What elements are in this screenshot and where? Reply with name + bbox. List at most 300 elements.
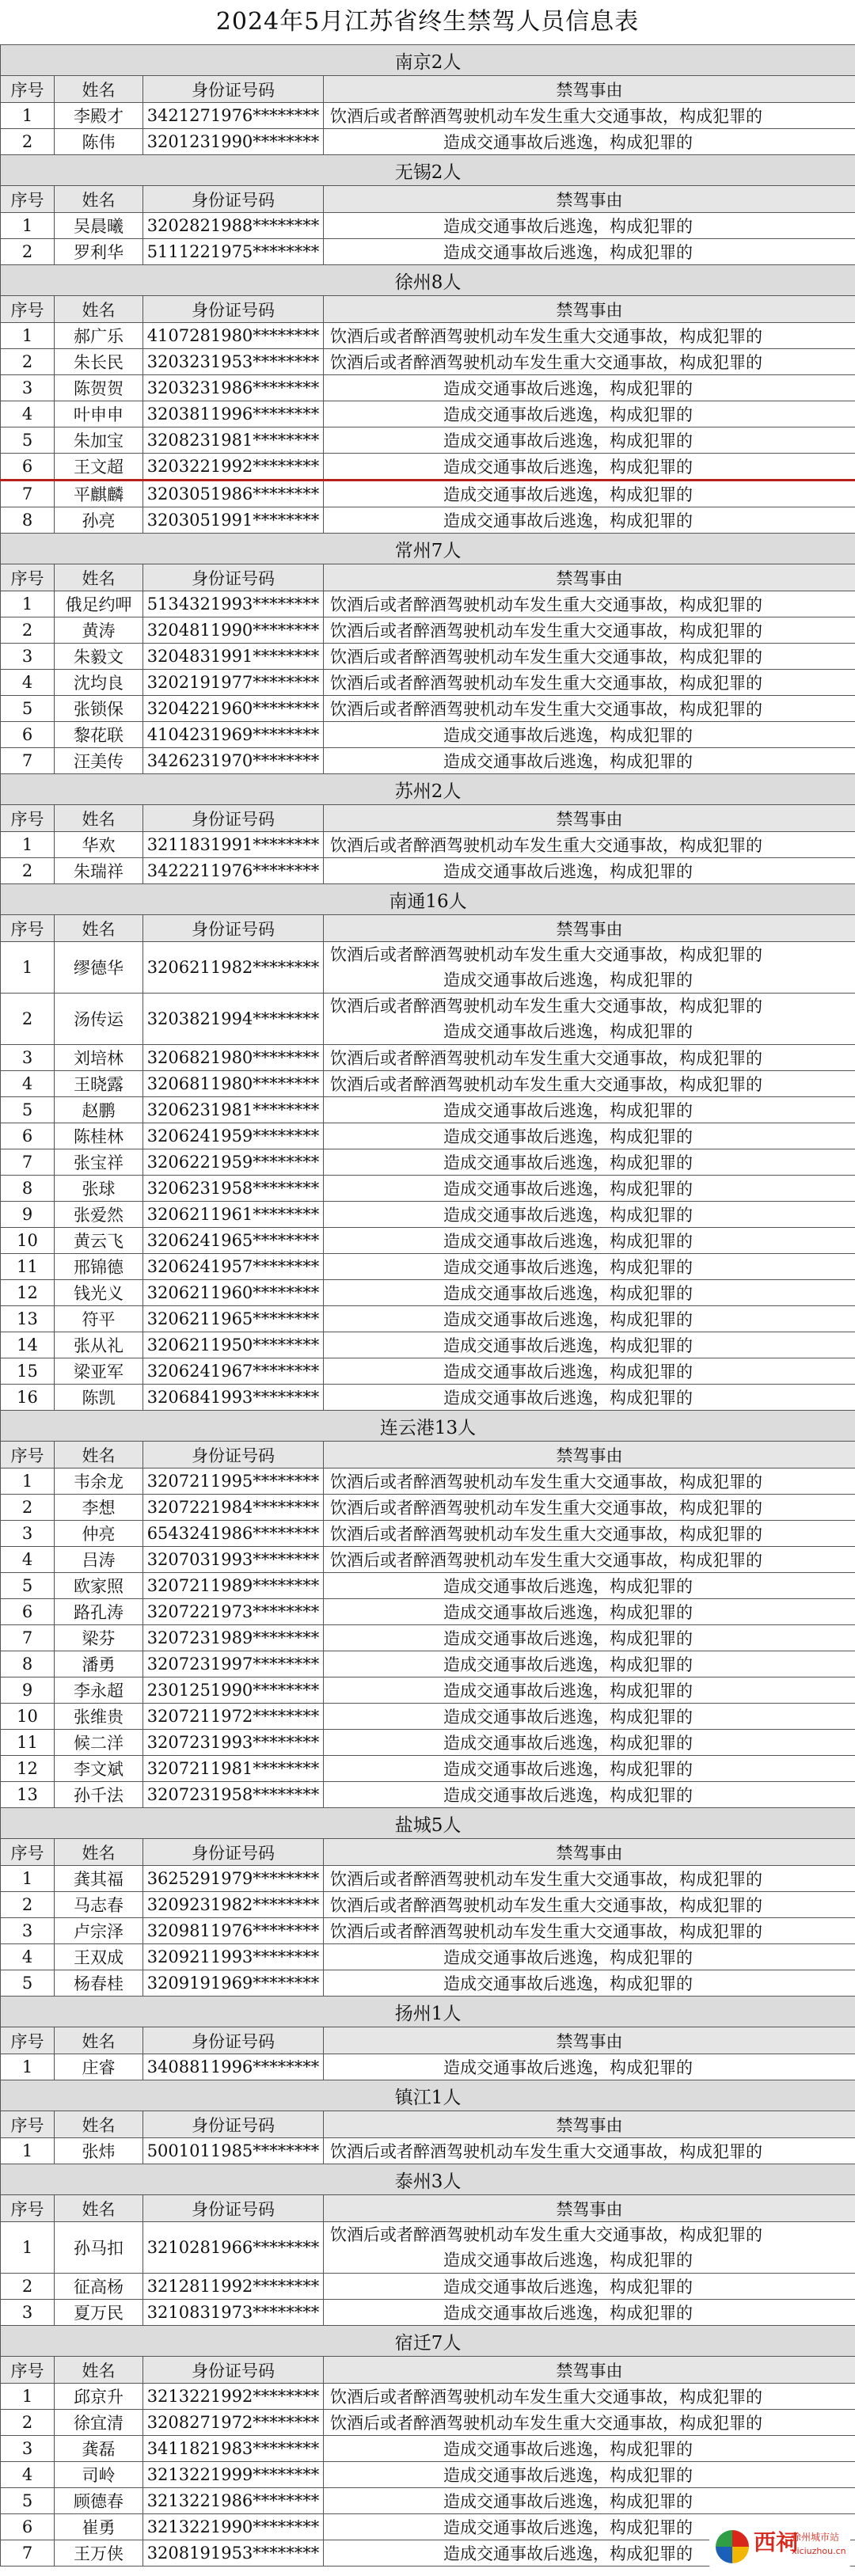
ban-reason: 造成交通事故后逃逸，构成犯罪的 bbox=[324, 481, 855, 507]
row-number: 8 bbox=[1, 1651, 55, 1677]
table-row bbox=[1, 1332, 855, 1358]
person-name: 王万侠 bbox=[55, 2540, 143, 2567]
row-number: 10 bbox=[1, 1704, 55, 1730]
header-name: 姓名 bbox=[55, 1839, 143, 1866]
table-row bbox=[1, 2488, 855, 2514]
table-row bbox=[1, 1071, 855, 1097]
city-header-row bbox=[1, 2164, 855, 2195]
person-name: 梁亚军 bbox=[55, 1358, 143, 1385]
header-no: 序号 bbox=[1, 1839, 55, 1866]
ban-reason: 饮酒后或者醉酒驾驶机动车发生重大交通事故，构成犯罪的 bbox=[324, 2384, 855, 2410]
person-name: 征高杨 bbox=[55, 2274, 143, 2300]
table-row bbox=[1, 644, 855, 670]
row-number: 2 bbox=[1, 2274, 55, 2300]
header-reason: 禁驾事由 bbox=[324, 2027, 855, 2054]
table-row bbox=[1, 2410, 855, 2436]
row-number: 2 bbox=[1, 129, 55, 155]
row-number: 4 bbox=[1, 670, 55, 696]
table-row bbox=[1, 1176, 855, 1202]
table-row bbox=[1, 1730, 855, 1756]
header-no: 序号 bbox=[1, 296, 55, 323]
header-no: 序号 bbox=[1, 915, 55, 942]
ban-reason: 造成交通事故后逃逸，构成犯罪的 bbox=[324, 2436, 855, 2462]
id-number: 3203051986******** bbox=[143, 481, 324, 507]
id-number: 3209811976******** bbox=[143, 1918, 324, 1944]
id-number: 5134321993******** bbox=[143, 591, 324, 617]
row-number: 2 bbox=[1, 1892, 55, 1918]
ban-reason: 造成交通事故后逃逸，构成犯罪的 bbox=[324, 2054, 855, 2080]
id-number: 3201231990******** bbox=[143, 129, 324, 155]
person-name: 吕涛 bbox=[55, 1547, 143, 1573]
ban-reason: 造成交通事故后逃逸，构成犯罪的 bbox=[324, 1228, 855, 1254]
ban-reason: 饮酒后或者醉酒驾驶机动车发生重大交通事故，构成犯罪的 bbox=[324, 617, 855, 644]
row-number: 6 bbox=[1, 454, 55, 481]
city-header-row bbox=[1, 2326, 855, 2357]
header-name: 姓名 bbox=[55, 2027, 143, 2054]
id-number: 3213221992******** bbox=[143, 2384, 324, 2410]
table-row bbox=[1, 103, 855, 129]
person-name: 罗利华 bbox=[55, 239, 143, 265]
city-header-row bbox=[1, 884, 855, 915]
row-number: 7 bbox=[1, 1149, 55, 1176]
ban-reason bbox=[324, 2222, 855, 2274]
person-name: 邱京升 bbox=[55, 2384, 143, 2410]
person-name: 俄足约呷 bbox=[55, 591, 143, 617]
table-row bbox=[1, 1280, 855, 1306]
ban-reason: 造成交通事故后逃逸，构成犯罪的 bbox=[324, 1756, 855, 1782]
table-row bbox=[1, 1306, 855, 1332]
row-number: 4 bbox=[1, 401, 55, 427]
table-row bbox=[1, 401, 855, 427]
ban-reason: 造成交通事故后逃逸，构成犯罪的 bbox=[324, 1970, 855, 1997]
header-reason: 禁驾事由 bbox=[324, 296, 855, 323]
id-number: 3203231986******** bbox=[143, 375, 324, 401]
row-number: 11 bbox=[1, 1254, 55, 1280]
person-name: 崔勇 bbox=[55, 2514, 143, 2540]
person-name: 平麒麟 bbox=[55, 481, 143, 507]
row-number: 16 bbox=[1, 1385, 55, 1411]
id-number: 3422211976******** bbox=[143, 858, 324, 884]
city-header-row bbox=[1, 534, 855, 564]
id-number: 3207211995******** bbox=[143, 1468, 324, 1495]
ban-reason: 饮酒后或者醉酒驾驶机动车发生重大交通事故，构成犯罪的 bbox=[324, 1495, 855, 1521]
header-reason: 禁驾事由 bbox=[324, 2111, 855, 2138]
person-name: 卢宗泽 bbox=[55, 1918, 143, 1944]
ban-reason: 造成交通事故后逃逸，构成犯罪的 bbox=[324, 1599, 855, 1625]
ban-reason: 造成交通事故后逃逸，构成犯罪的 bbox=[324, 2514, 855, 2540]
table-row bbox=[1, 454, 855, 481]
table-row bbox=[1, 1097, 855, 1123]
person-name: 汤传运 bbox=[55, 994, 143, 1045]
ban-reason: 造成交通事故后逃逸，构成犯罪的 bbox=[324, 858, 855, 884]
id-number: 4107281980******** bbox=[143, 323, 324, 349]
id-number: 3206241959******** bbox=[143, 1123, 324, 1149]
table-row bbox=[1, 1651, 855, 1677]
row-number: 3 bbox=[1, 2436, 55, 2462]
row-number: 5 bbox=[1, 1573, 55, 1599]
person-name: 沈均良 bbox=[55, 670, 143, 696]
person-name: 王双成 bbox=[55, 1944, 143, 1970]
person-name: 龚其福 bbox=[55, 1866, 143, 1892]
table-row bbox=[1, 1970, 855, 1997]
row-number: 4 bbox=[1, 1547, 55, 1573]
table-row bbox=[1, 1756, 855, 1782]
person-name: 李永超 bbox=[55, 1677, 143, 1704]
ban-reason: 造成交通事故后逃逸，构成犯罪的 bbox=[324, 1176, 855, 1202]
ban-reason: 造成交通事故后逃逸，构成犯罪的 bbox=[324, 2274, 855, 2300]
person-name: 李文斌 bbox=[55, 1756, 143, 1782]
table-row bbox=[1, 213, 855, 239]
table-row bbox=[1, 2300, 855, 2326]
header-reason: 禁驾事由 bbox=[324, 186, 855, 213]
column-header-row bbox=[1, 1839, 855, 1866]
table-row bbox=[1, 1866, 855, 1892]
header-id: 身份证号码 bbox=[143, 1442, 324, 1468]
city-title: 盐城5人 bbox=[1, 1808, 855, 1839]
person-name: 黄云飞 bbox=[55, 1228, 143, 1254]
id-number: 3206211950******** bbox=[143, 1332, 324, 1358]
person-name: 朱加宝 bbox=[55, 427, 143, 454]
id-number: 3207231993******** bbox=[143, 1730, 324, 1756]
row-number: 7 bbox=[1, 1625, 55, 1651]
id-number: 3421271976******** bbox=[143, 103, 324, 129]
table-row bbox=[1, 323, 855, 349]
person-name: 司岭 bbox=[55, 2462, 143, 2488]
ban-reason: 饮酒后或者醉酒驾驶机动车发生重大交通事故，构成犯罪的 bbox=[324, 670, 855, 696]
id-number: 3211831991******** bbox=[143, 832, 324, 858]
header-id: 身份证号码 bbox=[143, 2357, 324, 2384]
person-name: 王晓露 bbox=[55, 1071, 143, 1097]
person-name: 王文超 bbox=[55, 454, 143, 481]
row-number: 1 bbox=[1, 832, 55, 858]
ban-reason: 造成交通事故后逃逸，构成犯罪的 bbox=[324, 722, 855, 748]
table-row bbox=[1, 942, 855, 994]
id-number: 3207211989******** bbox=[143, 1573, 324, 1599]
ban-reason-line: 饮酒后或者醉酒驾驶机动车发生重大交通事故，构成犯罪的 bbox=[330, 997, 762, 1016]
city-header-row bbox=[1, 2080, 855, 2111]
ban-reason: 造成交通事故后逃逸，构成犯罪的 bbox=[324, 1280, 855, 1306]
ban-reason: 饮酒后或者醉酒驾驶机动车发生重大交通事故，构成犯罪的 bbox=[324, 1468, 855, 1495]
ban-reason: 造成交通事故后逃逸，构成犯罪的 bbox=[324, 454, 855, 481]
id-number: 3203821994******** bbox=[143, 994, 324, 1045]
header-reason: 禁驾事由 bbox=[324, 2357, 855, 2384]
header-id: 身份证号码 bbox=[143, 186, 324, 213]
id-number: 6543241986******** bbox=[143, 1521, 324, 1547]
ban-reason: 饮酒后或者醉酒驾驶机动车发生重大交通事故，构成犯罪的 bbox=[324, 591, 855, 617]
city-header-row bbox=[1, 45, 855, 76]
ban-reason: 饮酒后或者醉酒驾驶机动车发生重大交通事故，构成犯罪的 bbox=[324, 349, 855, 375]
table-row bbox=[1, 1254, 855, 1280]
table-row bbox=[1, 670, 855, 696]
ban-reason: 饮酒后或者醉酒驾驶机动车发生重大交通事故，构成犯罪的 bbox=[324, 1071, 855, 1097]
person-name: 陈贺贺 bbox=[55, 375, 143, 401]
id-number: 3213221986******** bbox=[143, 2488, 324, 2514]
ban-reason bbox=[324, 942, 855, 994]
header-name: 姓名 bbox=[55, 296, 143, 323]
ban-reason: 造成交通事故后逃逸，构成犯罪的 bbox=[324, 1149, 855, 1176]
city-title: 扬州1人 bbox=[1, 1997, 855, 2027]
header-reason: 禁驾事由 bbox=[324, 2195, 855, 2222]
ban-reason: 造成交通事故后逃逸，构成犯罪的 bbox=[324, 507, 855, 534]
table-row bbox=[1, 1782, 855, 1808]
person-name: 夏万民 bbox=[55, 2300, 143, 2326]
column-header-row bbox=[1, 186, 855, 213]
id-number: 3206241957******** bbox=[143, 1254, 324, 1280]
row-number: 4 bbox=[1, 1071, 55, 1097]
person-name: 黄涛 bbox=[55, 617, 143, 644]
person-name: 朱瑞祥 bbox=[55, 858, 143, 884]
header-reason: 禁驾事由 bbox=[324, 76, 855, 103]
row-number: 6 bbox=[1, 1123, 55, 1149]
id-number: 3210281966******** bbox=[143, 2222, 324, 2274]
person-name: 张爱然 bbox=[55, 1202, 143, 1228]
row-number: 2 bbox=[1, 2410, 55, 2436]
table-row bbox=[1, 507, 855, 534]
row-number: 7 bbox=[1, 748, 55, 774]
table-row bbox=[1, 1599, 855, 1625]
city-title: 苏州2人 bbox=[1, 774, 855, 805]
header-id: 身份证号码 bbox=[143, 564, 324, 591]
row-number: 1 bbox=[1, 2138, 55, 2164]
table-row bbox=[1, 1468, 855, 1495]
id-number: 3426231970******** bbox=[143, 748, 324, 774]
id-number: 3207231958******** bbox=[143, 1782, 324, 1808]
header-id: 身份证号码 bbox=[143, 76, 324, 103]
row-number: 1 bbox=[1, 591, 55, 617]
ban-reason: 造成交通事故后逃逸，构成犯罪的 bbox=[324, 1944, 855, 1970]
header-no: 序号 bbox=[1, 186, 55, 213]
table-row bbox=[1, 1918, 855, 1944]
row-number: 7 bbox=[1, 2540, 55, 2567]
header-no: 序号 bbox=[1, 2027, 55, 2054]
id-number: 3207231989******** bbox=[143, 1625, 324, 1651]
header-reason: 禁驾事由 bbox=[324, 564, 855, 591]
column-header-row bbox=[1, 915, 855, 942]
row-number: 1 bbox=[1, 103, 55, 129]
table-row bbox=[1, 375, 855, 401]
row-number: 8 bbox=[1, 507, 55, 534]
row-number: 13 bbox=[1, 1306, 55, 1332]
row-number: 9 bbox=[1, 1202, 55, 1228]
table-row bbox=[1, 1149, 855, 1176]
person-name: 朱长民 bbox=[55, 349, 143, 375]
ban-reason: 造成交通事故后逃逸，构成犯罪的 bbox=[324, 239, 855, 265]
person-name: 刘培林 bbox=[55, 1045, 143, 1071]
row-number: 1 bbox=[1, 942, 55, 994]
header-reason: 禁驾事由 bbox=[324, 805, 855, 832]
row-number: 1 bbox=[1, 2384, 55, 2410]
header-id: 身份证号码 bbox=[143, 1839, 324, 1866]
header-name: 姓名 bbox=[55, 186, 143, 213]
column-header-row bbox=[1, 2357, 855, 2384]
table-row bbox=[1, 748, 855, 774]
ban-reason-line: 造成交通事故后逃逸，构成犯罪的 bbox=[443, 1022, 693, 1041]
id-number: 3408811996******** bbox=[143, 2054, 324, 2080]
person-name: 钱光义 bbox=[55, 1280, 143, 1306]
id-number: 3204831991******** bbox=[143, 644, 324, 670]
ban-reason bbox=[324, 994, 855, 1045]
pinwheel-icon bbox=[714, 2529, 750, 2565]
table-row bbox=[1, 832, 855, 858]
person-name: 汪美传 bbox=[55, 748, 143, 774]
ban-reason-line: 造成交通事故后逃逸，构成犯罪的 bbox=[443, 2251, 693, 2270]
ban-reason-line: 饮酒后或者醉酒驾驶机动车发生重大交通事故，构成犯罪的 bbox=[330, 2225, 762, 2244]
document-title: 2024年5月江苏省终生禁驾人员信息表 bbox=[215, 8, 640, 36]
header-id: 身份证号码 bbox=[143, 2111, 324, 2138]
table-row bbox=[1, 1625, 855, 1651]
person-name: 徐宜清 bbox=[55, 2410, 143, 2436]
id-number: 3208191953******** bbox=[143, 2540, 324, 2567]
id-number: 3208231981******** bbox=[143, 427, 324, 454]
id-number: 3206821980******** bbox=[143, 1045, 324, 1071]
header-no: 序号 bbox=[1, 76, 55, 103]
table-row bbox=[1, 349, 855, 375]
header-name: 姓名 bbox=[55, 2111, 143, 2138]
header-id: 身份证号码 bbox=[143, 805, 324, 832]
person-name: 张球 bbox=[55, 1176, 143, 1202]
row-number: 5 bbox=[1, 2488, 55, 2514]
person-name: 候二洋 bbox=[55, 1730, 143, 1756]
table-row bbox=[1, 2274, 855, 2300]
ban-reason: 造成交通事故后逃逸，构成犯罪的 bbox=[324, 1254, 855, 1280]
id-number: 3206221959******** bbox=[143, 1149, 324, 1176]
id-number: 3209191969******** bbox=[143, 1970, 324, 1997]
watermark-logo bbox=[709, 2524, 850, 2568]
id-number: 3203231953******** bbox=[143, 349, 324, 375]
ban-reason: 饮酒后或者醉酒驾驶机动车发生重大交通事故，构成犯罪的 bbox=[324, 1045, 855, 1071]
header-no: 序号 bbox=[1, 2357, 55, 2384]
header-name: 姓名 bbox=[55, 564, 143, 591]
id-number: 4104231969******** bbox=[143, 722, 324, 748]
table-row bbox=[1, 1202, 855, 1228]
id-number: 3206231958******** bbox=[143, 1176, 324, 1202]
city-title: 连云港13人 bbox=[1, 1411, 855, 1442]
row-number: 1 bbox=[1, 2222, 55, 2274]
city-title: 徐州8人 bbox=[1, 265, 855, 296]
id-number: 3625291979******** bbox=[143, 1866, 324, 1892]
table-row bbox=[1, 1573, 855, 1599]
ban-reason: 造成交通事故后逃逸，构成犯罪的 bbox=[324, 401, 855, 427]
table-row bbox=[1, 129, 855, 155]
id-number: 3206211960******** bbox=[143, 1280, 324, 1306]
table-row bbox=[1, 1677, 855, 1704]
header-no: 序号 bbox=[1, 2111, 55, 2138]
person-name: 张宝祥 bbox=[55, 1149, 143, 1176]
row-number: 13 bbox=[1, 1782, 55, 1808]
row-number: 2 bbox=[1, 239, 55, 265]
table-row bbox=[1, 239, 855, 265]
header-no: 序号 bbox=[1, 1442, 55, 1468]
column-header-row bbox=[1, 2111, 855, 2138]
id-number: 5111221975******** bbox=[143, 239, 324, 265]
header-reason: 禁驾事由 bbox=[324, 1839, 855, 1866]
row-number: 3 bbox=[1, 644, 55, 670]
id-number: 3203221992******** bbox=[143, 454, 324, 481]
row-number: 2 bbox=[1, 1495, 55, 1521]
person-name: 吴晨曦 bbox=[55, 213, 143, 239]
column-header-row bbox=[1, 564, 855, 591]
column-header-row bbox=[1, 2027, 855, 2054]
table-row bbox=[1, 2222, 855, 2274]
city-header-row bbox=[1, 265, 855, 296]
header-name: 姓名 bbox=[55, 1442, 143, 1468]
person-name: 龚磊 bbox=[55, 2436, 143, 2462]
person-name: 仲亮 bbox=[55, 1521, 143, 1547]
person-name: 欧家照 bbox=[55, 1573, 143, 1599]
id-number: 3210831973******** bbox=[143, 2300, 324, 2326]
city-title: 南京2人 bbox=[1, 45, 855, 76]
row-number: 4 bbox=[1, 1944, 55, 1970]
header-no: 序号 bbox=[1, 805, 55, 832]
id-number: 3209231982******** bbox=[143, 1892, 324, 1918]
city-title: 泰州3人 bbox=[1, 2164, 855, 2195]
id-number: 3207221973******** bbox=[143, 1599, 324, 1625]
table-row bbox=[1, 481, 855, 507]
row-number: 12 bbox=[1, 1756, 55, 1782]
person-name: 邢锦德 bbox=[55, 1254, 143, 1280]
ban-reason: 造成交通事故后逃逸，构成犯罪的 bbox=[324, 1651, 855, 1677]
city-header-row bbox=[1, 1997, 855, 2027]
id-number: 3208271972******** bbox=[143, 2410, 324, 2436]
ban-reason: 造成交通事故后逃逸，构成犯罪的 bbox=[324, 129, 855, 155]
header-id: 身份证号码 bbox=[143, 2027, 324, 2054]
row-number: 3 bbox=[1, 375, 55, 401]
person-name: 杨春桂 bbox=[55, 1970, 143, 1997]
row-number: 3 bbox=[1, 1918, 55, 1944]
id-number: 3206211965******** bbox=[143, 1306, 324, 1332]
column-header-row bbox=[1, 805, 855, 832]
table-row bbox=[1, 2138, 855, 2164]
row-number: 1 bbox=[1, 323, 55, 349]
table-row bbox=[1, 722, 855, 748]
id-number: 2301251990******** bbox=[143, 1677, 324, 1704]
id-number: 3207221984******** bbox=[143, 1495, 324, 1521]
id-number: 3206211982******** bbox=[143, 942, 324, 994]
table-row bbox=[1, 617, 855, 644]
city-title: 南通16人 bbox=[1, 884, 855, 915]
ban-reason: 造成交通事故后逃逸，构成犯罪的 bbox=[324, 1677, 855, 1704]
row-number: 5 bbox=[1, 427, 55, 454]
person-name: 马志春 bbox=[55, 1892, 143, 1918]
ban-reason: 造成交通事故后逃逸，构成犯罪的 bbox=[324, 1385, 855, 1411]
ban-reason: 饮酒后或者醉酒驾驶机动车发生重大交通事故，构成犯罪的 bbox=[324, 2410, 855, 2436]
row-number: 1 bbox=[1, 2054, 55, 2080]
city-header-row bbox=[1, 774, 855, 805]
id-number: 3207211972******** bbox=[143, 1704, 324, 1730]
table-row bbox=[1, 994, 855, 1045]
city-title: 镇江1人 bbox=[1, 2080, 855, 2111]
city-title: 宿迁7人 bbox=[1, 2326, 855, 2357]
row-number: 2 bbox=[1, 349, 55, 375]
column-header-row bbox=[1, 1442, 855, 1468]
id-number: 3206241967******** bbox=[143, 1358, 324, 1385]
table-row bbox=[1, 1123, 855, 1149]
person-name: 李殿才 bbox=[55, 103, 143, 129]
table-row bbox=[1, 1495, 855, 1521]
row-number: 14 bbox=[1, 1332, 55, 1358]
ban-reason: 饮酒后或者醉酒驾驶机动车发生重大交通事故，构成犯罪的 bbox=[324, 696, 855, 722]
table-row bbox=[1, 2054, 855, 2080]
header-name: 姓名 bbox=[55, 915, 143, 942]
table-row bbox=[1, 1892, 855, 1918]
table-row bbox=[1, 427, 855, 454]
table-row bbox=[1, 2462, 855, 2488]
table-row bbox=[1, 1547, 855, 1573]
city-header-row bbox=[1, 1808, 855, 1839]
table-row bbox=[1, 591, 855, 617]
row-number: 2 bbox=[1, 858, 55, 884]
person-name: 张从礼 bbox=[55, 1332, 143, 1358]
